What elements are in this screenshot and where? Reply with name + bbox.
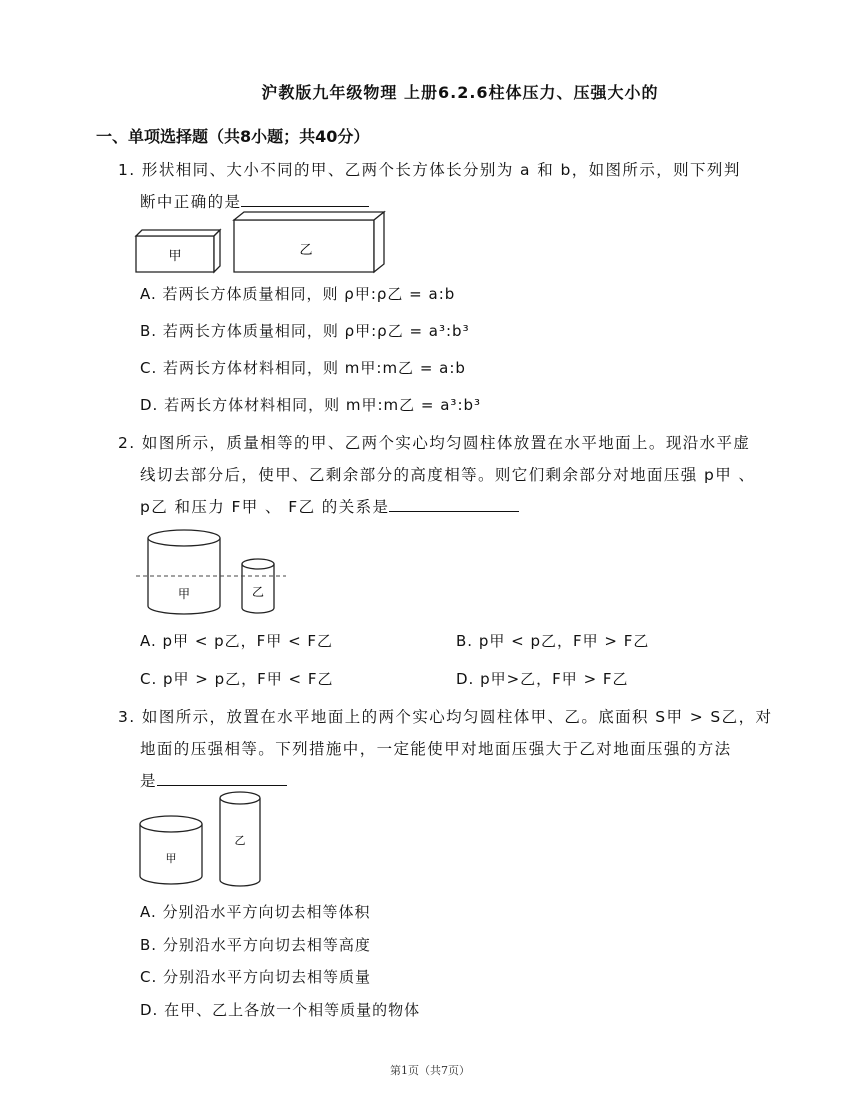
q1-answer-blank [241,194,369,207]
q3-option-d[interactable]: D. 在甲、乙上各放一个相等质量的物体 [140,1001,421,1019]
q2-cylinder-yi [242,559,274,613]
q1-figure [130,210,400,278]
q2-label-yi: 乙 [251,585,265,599]
q3-cylinder-jia [140,816,202,884]
q1-option-d[interactable]: D. 若两长方体材料相同，则 m甲:m乙 = a³:b³ [140,396,482,414]
q2-figure [136,526,296,620]
q2-stem-line3 [140,495,519,517]
q1-label-yi: 乙 [299,243,313,258]
q1-box-yi [234,212,384,272]
q1-label-jia: 甲 [168,249,182,264]
q1-stem-text: 断中正确的是 [140,193,242,211]
q3-figure [136,788,266,890]
q1-stem-line1: 1. 形状相同、大小不同的甲、乙两个长方体长分别为 a 和 b，如图所示，则下列判 [118,161,741,179]
page-footer: 第1页（共7页） [390,1064,470,1077]
q3-option-c[interactable]: C. 分别沿水平方向切去相等质量 [140,968,372,986]
q2-stem-line2: 线切去部分后，使甲、乙剩余部分的高度相等。则它们剩余部分对地面压强 p甲 、 [140,466,756,484]
q3-stem-line1: 3. 如图所示，放置在水平地面上的两个实心均匀圆柱体甲、乙。底面积 S甲 > S乙，对 [118,708,773,726]
q3-option-b[interactable]: B. 分别沿水平方向切去相等高度 [140,936,371,954]
q2-option-a[interactable]: A. p甲 < p乙，F甲 < F乙 [140,632,334,650]
q2-option-c[interactable]: C. p甲 > p乙，F甲 < F乙 [140,670,334,688]
q3-stem-line2: 地面的压强相等。下列措施中，一定能使甲对地面压强大于乙对地面压强的方法 [140,740,732,758]
q1-option-a[interactable]: A. 若两长方体质量相同，则 ρ甲:ρ乙 = a:b [140,285,456,303]
section-heading: 一、单项选择题（共8小题；共40分） [96,127,370,146]
q3-stem-text: 是 [140,772,157,790]
q1-option-b[interactable]: B. 若两长方体质量相同，则 ρ甲:ρ乙 = a³:b³ [140,322,470,340]
q2-stem-line1: 2. 如图所示，质量相等的甲、乙两个实心均匀圆柱体放置在水平地面上。现沿水平虚 [118,434,751,452]
q1-option-c[interactable]: C. 若两长方体材料相同，则 m甲:m乙 = a:b [140,359,466,377]
q2-stem-text: p乙 和压力 F甲 、 F乙 的关系是 [140,498,390,516]
q3-label-yi: 乙 [234,834,246,847]
q3-option-a[interactable]: A. 分别沿水平方向切去相等体积 [140,903,371,921]
q2-answer-blank [389,499,519,512]
q2-option-b[interactable]: B. p甲 < p乙，F甲 > F乙 [456,632,650,650]
q3-answer-blank [157,773,287,786]
q2-cylinder-jia [148,530,220,614]
q1-stem-line2 [140,190,369,212]
q2-label-jia: 甲 [177,587,191,601]
q2-option-d[interactable]: D. p甲>乙，F甲 > F乙 [456,670,629,688]
q1-box-jia [136,230,220,272]
q3-label-jia: 甲 [165,852,177,865]
document-title: 沪教版九年级物理 上册6.2.6柱体压力、压强大小的 [261,83,659,102]
q3-cylinder-yi [220,792,260,886]
